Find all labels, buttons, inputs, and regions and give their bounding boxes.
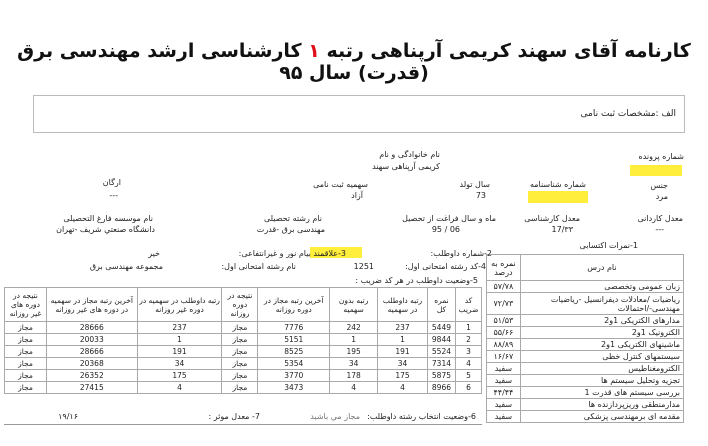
sec2-label: 2-شماره داوطلب: xyxy=(430,249,492,258)
table-row: ۵۱/۵۳ مدارهای الکتریکی 1و2 xyxy=(487,315,684,327)
field-value: مهندسی برق -قدرت xyxy=(256,225,325,234)
table-row: سفید الکترومغناطیس xyxy=(487,363,684,375)
title-prefix: کارنامه آقای سهند کریمی آرپناهی رتبه xyxy=(326,40,691,62)
sec5-label: 5-وضعیت داوطلب در هر کد ضریب : xyxy=(355,276,478,285)
title-rank: ۱ xyxy=(308,40,320,62)
sec7-label: 7- معدل موثر : xyxy=(208,412,260,421)
exam-field-label: نام رشته امتحانی اول: xyxy=(221,262,296,271)
table-row: سفید مدارمنطقی وریزپردازنده ها xyxy=(487,399,684,411)
coef-header-row: نتیجه در دوره های غیر روزانه آخرین رتبه مجاز در سهمیه در دوره های غیر روزانه رتبه داوطلب در سهمیه در دوره غیر روزانه نتیجه در دوره روزانه آخرین رتبه مجاز در دوره روزانه رتبه بدون سهمیه رتبه داوطلب در سهمیه نمره کل کد ضریب xyxy=(5,288,482,322)
section-a-label: الف :مشخصات ثبت نامی xyxy=(580,109,676,119)
table-row: مجاز 20368 34 مجاز 5354 34 34 7314 4 xyxy=(5,358,482,370)
assoc-avg-value: --- xyxy=(655,225,664,234)
birth-value: 73 xyxy=(475,191,486,200)
table-row: مجاز 20033 1 مجاز 5151 1 1 9844 2 xyxy=(5,334,482,346)
organ-value: --- xyxy=(109,191,118,200)
scores-table xyxy=(486,254,684,423)
table-row: ۸۸/۸۹ ماشینهای الکتریکی 1و2 xyxy=(487,339,684,351)
quota-value: آزاد xyxy=(351,191,363,200)
scores-title: 1-نمرات اکتسابی xyxy=(579,241,638,250)
organ-label: ارگان xyxy=(102,178,121,187)
sec3-value: خير xyxy=(148,249,160,258)
table-row: ۵۵/۶۶ الکترونیک 1و2 xyxy=(487,327,684,339)
pct-header: نمره به درصد xyxy=(487,255,521,281)
univ-label: نام موسسه فارغ التحصیلی xyxy=(63,214,153,223)
id-label: شماره شناسنامه xyxy=(529,180,586,189)
table-row: مجاز 28666 191 مجاز 8525 195 191 5524 3 xyxy=(5,346,482,358)
bottom-divider xyxy=(4,424,482,425)
name-label: نام خانوادگی و نام xyxy=(379,150,440,159)
field-label: نام رشته تحصیلی xyxy=(263,214,322,223)
gender-value: مرد xyxy=(655,192,668,201)
file-no-redacted xyxy=(630,165,682,176)
lesson-header: نام درس xyxy=(520,255,683,281)
table-row: ۱۶/۶۷ سيستمهای کنترل خطی xyxy=(487,351,684,363)
table-row: سفید مقدمه ای برمهندسی پزشکی xyxy=(487,411,684,423)
page-title xyxy=(0,40,708,84)
sec3-label: 3-علاقمند بیام نور و غیرانتفاعی: xyxy=(238,249,346,258)
grad-date-label: ماه و سال فراغت از تحصیل xyxy=(402,214,496,223)
name-value: کریمی آرپناهی سهند xyxy=(372,162,440,171)
table-row: مجاز 28666 237 مجاز 7776 242 237 5449 1 xyxy=(5,322,482,334)
bach-avg-value: 17/۳۳ xyxy=(551,225,573,234)
univ-value: دانشگاه صنعتي شريف -تهران xyxy=(56,225,155,234)
quota-label: سهمیه ثبت نامی xyxy=(313,180,368,189)
table-row: مجاز 26352 175 مجاز 3770 178 175 5875 5 xyxy=(5,370,482,382)
assoc-avg-label: معدل کاردانی xyxy=(637,214,683,223)
table-row: ۷۲/۷۳ رياضيات /معادلات ديفرانسيل -رياضيات مهندسی-/احتمالات xyxy=(487,293,684,315)
sec6-label: 6-وضعیت انتخاب رشته داوطلب: xyxy=(367,412,476,421)
gender-label: جنس xyxy=(650,181,668,190)
sec4-value: 1251 xyxy=(353,262,374,271)
coef-table xyxy=(4,287,482,394)
birth-label: سال تولد xyxy=(459,180,490,189)
sec7-value: ۱۹/۱۶ xyxy=(58,412,78,421)
scores-header-row xyxy=(487,255,684,281)
id-redacted xyxy=(528,191,588,203)
table-row: ۴۴/۴۴ بررسی سیستم های قدرت 1 xyxy=(487,387,684,399)
sec6-value: مجاز مي باشيد xyxy=(310,412,360,421)
bach-avg-label: معدل کارشناسی xyxy=(524,214,580,223)
file-no-label: شماره پرونده xyxy=(638,152,684,161)
exam-field-value: مجموعه مهندسی برق xyxy=(89,262,163,271)
grad-date-value: 06 / 95 xyxy=(431,225,460,234)
section-a-box xyxy=(33,95,685,133)
sec4-label: 4-کد رشته امتحانی اول: xyxy=(405,262,486,271)
title-suffix: کارشناسی ارشد مهندسی برق (قدرت) سال ۹۵ xyxy=(17,40,429,84)
table-row: سفید تجزیه وتحلیل سیستم ها xyxy=(487,375,684,387)
table-row: ۵۷/۷۸ زبان عمومی وتخصصی xyxy=(487,281,684,293)
table-row: مجاز 27415 4 مجاز 3473 4 4 8966 6 xyxy=(5,382,482,394)
